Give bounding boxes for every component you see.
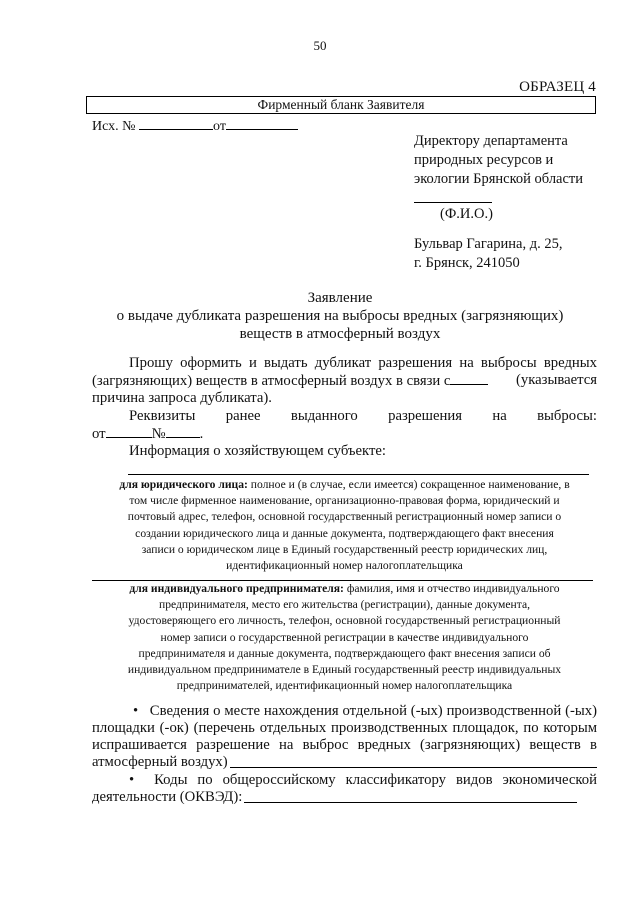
okved-field[interactable] [244, 802, 577, 803]
requisites-word: ранее [225, 408, 261, 424]
entrepreneur-hint [92, 581, 597, 694]
hint-text: индивидуальном предпринимателе в Единый государственный реестр индивидуальных [127, 663, 562, 677]
document-title [100, 289, 580, 343]
hint-text: идентификационный номер налогоплательщика [226, 559, 463, 573]
period: . [199, 426, 204, 442]
reason-field[interactable] [450, 372, 488, 385]
address-line: г. Брянск, 241050 [414, 255, 520, 271]
hint-text: удостоверяющего его личность, телефон, основной государственный регистрационный [128, 614, 561, 628]
hint-text: номер записи о государственной регистрации в качестве индивидуального [160, 630, 529, 644]
site-location-item [92, 703, 597, 771]
requisites-word: Реквизиты [129, 408, 196, 424]
bullet-line [92, 772, 597, 789]
title-line: Заявление [307, 290, 373, 306]
bullet-text: Коды по общероссийскому классификатору видов экономической [154, 772, 597, 788]
legal-entity-hint [92, 477, 597, 574]
fio-caption: (Ф.И.О.) [440, 206, 493, 222]
hint-text: предпринимателя и данные документа, подтверждающего факт внесения записи об [138, 646, 551, 660]
request-paragraph [92, 355, 597, 407]
addressee-line: экологии Брянской области [414, 171, 584, 187]
page-number: 50 [313, 38, 327, 53]
sample-label: ОБРАЗЕЦ 4 [519, 79, 596, 95]
hint-text: фамилия, имя и отчество индивидуального [346, 582, 560, 595]
hint-text: предпринимателей, идентификационный номер налогоплательщика [176, 679, 513, 693]
bullet-text: Сведения о месте нахождения отдельной (-ых) производственной (-ых) [149, 703, 598, 719]
bullet-text: испрашивается разрешение на выброс вредных (загрязняющих) веществ в [92, 737, 597, 753]
hint-text: предпринимателя, место его жительства (регистрации), данные документа, [158, 598, 531, 612]
letterhead-box [86, 96, 596, 114]
bullet-line [92, 754, 597, 771]
bullet-line [92, 789, 597, 806]
para-line [92, 372, 597, 390]
hint-text: почтовый адрес, телефон, основной государственный регистрационный номер записи о [127, 510, 562, 524]
title-line: веществ в атмосферный воздух [239, 326, 441, 342]
subject-info-heading: Информация о хозяйствующем субъекте: [129, 443, 387, 459]
bullet-icon: • [133, 703, 139, 719]
hint-text: том числе фирменное наименование, организационно-правовая форма, юридический и [129, 494, 560, 508]
requisites-word: на [492, 408, 507, 424]
bullet-text: деятельности (ОКВЭД): [92, 789, 243, 805]
addressee-line: природных ресурсов и [414, 152, 554, 168]
permit-date-field[interactable] [106, 425, 152, 438]
hint-text: полное и (в случае, если имеется) сокращенное наименование, в [250, 478, 570, 491]
requisites-line [92, 408, 597, 425]
address-block [414, 235, 562, 273]
bullet-text: площадки (-ок) (перечень отдельных производственных площадок, по которым [92, 720, 597, 736]
title-line: о выдаче дубликата разрешения на выбросы вредных (загрязняющих) [116, 308, 564, 324]
letterhead-text: Фирменный бланк Заявителя [257, 97, 425, 112]
requisites-paragraph [92, 408, 597, 460]
bullet-icon: • [129, 772, 135, 788]
site-location-field[interactable] [230, 767, 597, 768]
bullet-line [92, 703, 597, 720]
para-line: причина запроса дубликата). [92, 390, 272, 406]
outgoing-number-field[interactable] [139, 117, 213, 130]
requisites-fields-line [92, 425, 597, 443]
fio-field-line[interactable] [414, 202, 492, 203]
legal-entity-label: для юридического лица: [119, 478, 248, 491]
requisites-word: разрешения [388, 408, 462, 424]
permit-date-label: от [92, 426, 106, 442]
entrepreneur-label: для индивидуального предпринимателя: [129, 582, 344, 595]
requisites-word: выданного [290, 408, 358, 424]
hint-text: создании юридического лица и данные документа, подтверждающего факт внесения [135, 526, 554, 540]
outgoing-date-field[interactable] [226, 117, 298, 130]
addressee-line: Директору департамента [414, 133, 568, 149]
outgoing-number-row [92, 117, 298, 135]
para-text: (загрязняющих) веществ в атмосферный воздух в связи с [92, 373, 451, 389]
addressee-block [414, 132, 583, 189]
hint-text: записи о юридическом лице в Единый государственный реестр юридических лиц, [141, 542, 548, 556]
okved-item [92, 772, 597, 806]
permit-number-field[interactable] [166, 425, 200, 438]
outgoing-date-label: от [213, 119, 226, 134]
bullet-text: атмосферный воздух) [92, 754, 228, 770]
address-line: Бульвар Гагарина, д. 25, [414, 236, 563, 252]
requisites-word: выбросы: [537, 408, 597, 424]
para-text: (указывается [516, 372, 597, 388]
para-line: Прошу оформить и выдать дубликат разрешения на выбросы вредных [129, 355, 597, 371]
legal-entity-field-line[interactable] [128, 474, 589, 475]
outgoing-number-label: Исх. № [92, 119, 136, 134]
permit-number-label: № [151, 426, 166, 442]
